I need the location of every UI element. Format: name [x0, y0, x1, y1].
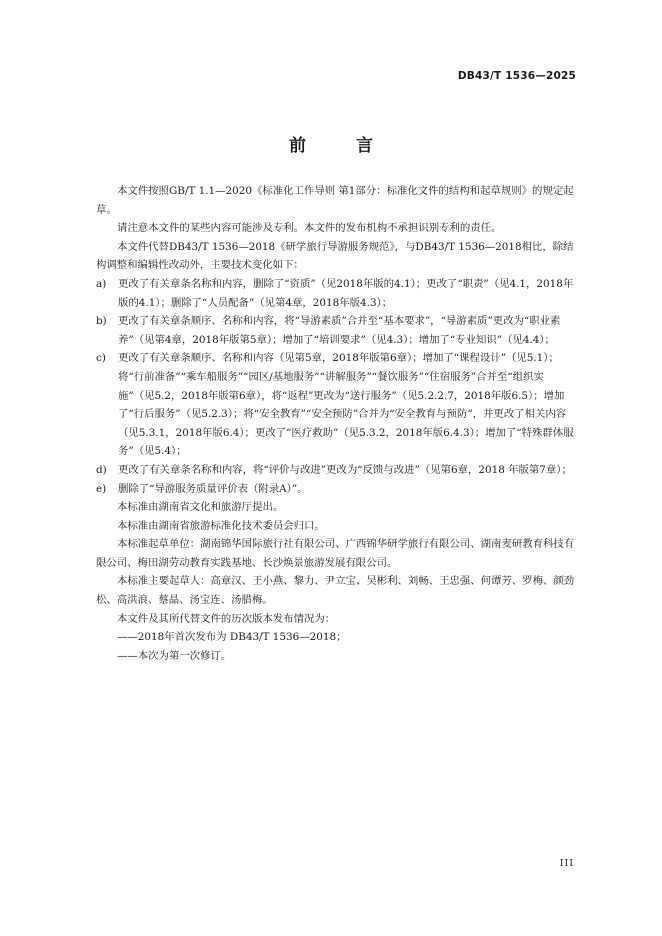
- item-text: 更改了有关章条顺序、名称和内容（见第5章，2018年版第6章）；增加了“课程设计”（见5.1）；将“行前准备”“乘车船服务”“园区/基地服务”“讲解服务”“餐饮服务”“住宿服务”合并至“组织实施”（见5.2，2018年版第6章），将“返程”更改为“送行服务”（见5.2.2.7，2018年版6.5）；增加了“行后服务”（见5.2.3）；将“安全教育”“安全预防”合并为“安全教育与预防”，并更改了相关内容（见5.3.1，2018年版6.4）；更改了“医疗救助”（见5.3.2，2018年版6.4.3）；增加了“特殊群体服务”（见5.4）；: [118, 352, 574, 458]
- item-marker: b): [96, 315, 107, 328]
- change-item-e: [96, 480, 576, 499]
- paragraph-drafters: 本标准主要起草人：高章汉、王小燕、黎力、尹立宝、吴彬利、刘畅、王忠强、何谭芳、罗梅、颜劲松、高洪浪、蔡晶、汤宝连、汤腊梅。: [96, 575, 575, 607]
- page-title: 前 言: [289, 136, 395, 156]
- item-text: 更改了有关章条名称和内容，将“评价与改进”更改为“反馈与改进”（见第6章，2018 年版第7章）；: [118, 463, 572, 476]
- change-item-c: [96, 349, 576, 461]
- change-item-b: [96, 312, 576, 349]
- item-marker: a): [96, 277, 107, 290]
- page-number: III: [559, 858, 574, 869]
- item-marker: d): [96, 463, 107, 476]
- document-code: DB43/T 1536—2025: [457, 70, 576, 82]
- item-marker: c): [96, 352, 106, 365]
- paragraph-proposer: 本标准由湖南省文化和旅游厅提出。: [117, 501, 284, 514]
- paragraph-replacement: 本文件代替DB43/T 1536—2018《研学旅行导游服务规范》，与DB43/T 1536—2018相比，除结构调整和编辑性改动外，主要技术变化如下：: [96, 240, 574, 272]
- paragraph-history-intro: 本文件及其所代替文件的历次版本发布情况为：: [117, 612, 336, 625]
- history-entry-second: ——本次为第一次修订。: [117, 649, 232, 662]
- paragraph-drafting-rules: 本文件按照GB/T 1.1—2020《标准化工作导则 第1部分：标准化文件的结构和起草规则》的规定起草。: [96, 185, 574, 216]
- paragraph-patent-notice: 请注意本文件的某些内容可能涉及专利。本文件的发布机构不承担识别专利的责任。: [117, 222, 502, 235]
- change-item-a: [96, 275, 576, 312]
- history-entry-first: ——2018年首次发布为 DB43/T 1536—2018；: [117, 631, 347, 644]
- item-text: 更改了有关章条名称和内容，删除了“资质”（见2018年版的4.1）；更改了“职责”（见4.1，2018年版的4.1）；删除了“人员配备”（见第4章，2018年版4.3）；: [118, 277, 574, 309]
- change-item-d: [96, 461, 576, 480]
- foreword-body: [96, 182, 576, 665]
- item-text: 删除了“导游服务质量评价表（附录A）”。: [118, 482, 308, 495]
- item-text: 更改了有关章条顺序、名称和内容，将“导游素质”合并至“基本要求”，“导游素质”更改为“职业素养”（见第4章，2018年版第5章）；增加了“培训要求”（见4.3）；增加了“专业知识”（见4.4）；: [118, 315, 561, 346]
- item-marker: e): [96, 482, 107, 495]
- paragraph-centralized: 本标准由湖南省旅游标准化技术委员会归口。: [117, 519, 325, 532]
- paragraph-drafting-units: 本标准起草单位：湖南锦华国际旅行社有限公司、广西锦华研学旅行有限公司、湖南麦研教育科技有限公司、梅田湖劳动教育实践基地、长沙焕景旅游发展有限公司。: [96, 538, 575, 569]
